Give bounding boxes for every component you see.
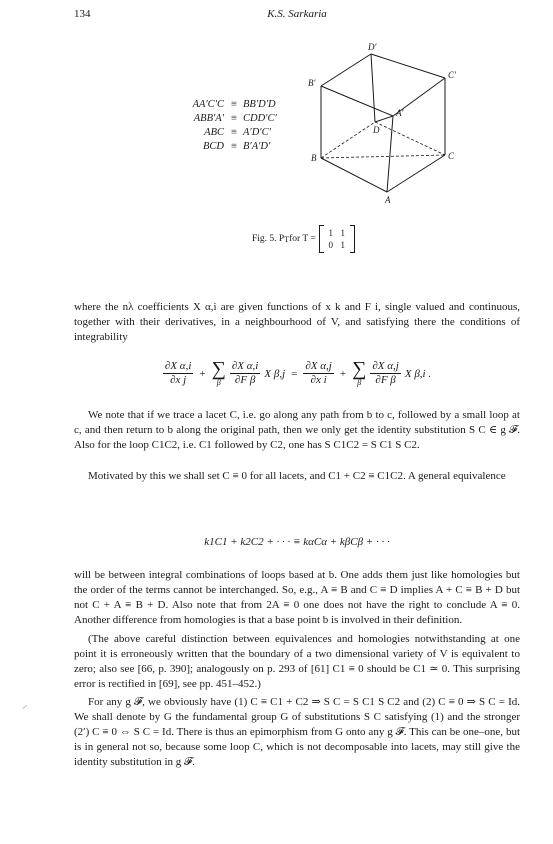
matrix-grid xyxy=(324,227,350,251)
caption-suffix: for T = xyxy=(289,234,316,244)
fraction-denominator: ∂F β xyxy=(375,374,396,386)
fraction-numerator: ∂X α,i xyxy=(164,360,192,372)
edge-ap-a xyxy=(387,116,393,192)
relation-lhs: ABB′A′ xyxy=(193,113,224,124)
vertex-label-b: B xyxy=(311,153,317,163)
fraction-numerator: ∂X α,j xyxy=(305,360,332,372)
equivalence-expression: k1C1 + k2C2 + · · · ≡ kαCα + kβCβ + · · · xyxy=(204,536,390,548)
relation-row xyxy=(172,140,292,154)
vertex-label-c: C xyxy=(448,151,455,161)
sum-index: β xyxy=(357,378,362,387)
equals-operator: = xyxy=(291,367,298,380)
summation xyxy=(352,360,366,387)
paragraph-motivation: Motivated by this we shall set C ≡ 0 for all lacets, and C1 + C2 ≡ C1C2. A general equivalence xyxy=(88,470,506,482)
matrix-cell: 1 xyxy=(340,240,345,250)
equivalence-symbol: ≡ xyxy=(231,141,237,152)
fraction xyxy=(230,360,261,387)
plus-operator: + xyxy=(199,367,206,380)
hidden-edge-b-c xyxy=(321,155,445,158)
equation-body xyxy=(163,360,431,387)
relation-rhs: BB′D′D xyxy=(243,99,276,110)
fraction xyxy=(163,360,194,387)
relation-lhs: AA′C′C xyxy=(192,99,224,110)
edge-c-a xyxy=(387,155,445,192)
paragraph-homologies: will be between integral combinations of loops based at b. One adds them just like homologies but the order of the terms cannot be interchanged. So, e.g., A ≡ B and C ≡ D implies A + C ≡ B + D but not C + A ≡ B + D. Also note that from 2A ≡ 0 one does not have the right to conclude A ≡ 0. Another difference from homologies is that a base point b is involved in their definition. xyxy=(74,569,520,626)
matrix-cell: 1 xyxy=(340,228,345,238)
sum-sign: ∑ xyxy=(352,358,367,380)
paragraph-integrability: where the nλ coefficients X α,i are given functions of x k and F i, single valued and continuous, together with their derivatives, in a neighbourhood of V, and satisfying there the conditions of integrability xyxy=(74,301,520,343)
fraction-numerator: ∂X α,j xyxy=(372,360,399,372)
edge-bp-dp xyxy=(321,54,371,86)
fraction-denominator: ∂x i xyxy=(310,374,327,386)
fraction xyxy=(370,360,401,387)
equivalence-symbol: ≡ xyxy=(231,127,237,138)
sum-index: β xyxy=(216,378,221,387)
vertex-label-c-prime: C′ xyxy=(448,70,456,80)
paragraph-erratum: (The above careful distinction between equivalences and homologies notwithstanding at one point it is erroneously written that the boundary of a two dimensional variety of V is equivalent to zero; also see [66, p. 390]; analogously on p. 293 of [61] C1 ≡ 0 should be C1 ≃ 0. This surprising error is rectified in [69], see pp. 451–452.) xyxy=(74,633,520,690)
matrix-right-bracket xyxy=(350,225,355,253)
vertex-label-a: A xyxy=(385,195,391,205)
edge-bp-ap xyxy=(321,86,393,116)
fraction-numerator: ∂X α,i xyxy=(231,360,259,372)
vertex-label-b-prime: B′ xyxy=(308,78,316,88)
relation-row xyxy=(172,112,292,126)
edge-dp-cp xyxy=(371,54,445,78)
cube-diagram xyxy=(305,40,465,212)
equation-factor: X β,j xyxy=(264,367,286,380)
edge-dp-d xyxy=(371,54,375,122)
edge-a-b xyxy=(321,158,387,192)
paragraph-fundamental-group: For any g 𝓕, we obviously have (1) C ≡ C1 + C2 ⇒ S C = S C1 S C2 and (2) C ≡ 0 ⇒ S C = Id. We shall denote by G the fundamental group G of substitutions S C satisfying (1) and the stronger (2′) C ≡ 0 ⇔ S C = Id. There is thus an epimorphism from G onto any g 𝓕. This can be one–one, but is in general not so, because some loop C, which is not decomposable into lacets, may still give the identity substitution in g 𝓕. xyxy=(74,696,520,768)
margin-mark: ⸝ xyxy=(22,700,27,711)
fraction-denominator: ∂x j xyxy=(170,374,187,386)
relation-row xyxy=(172,126,292,140)
vertex-label-d-prime: D′ xyxy=(368,42,377,52)
page-header xyxy=(74,8,520,24)
hidden-edge-b-d xyxy=(321,122,375,158)
caption-text: Fig. 5. P xyxy=(252,234,285,244)
relation-rhs: A′D′C′ xyxy=(243,127,271,138)
summation xyxy=(212,360,226,387)
page-number: 134 xyxy=(74,8,91,20)
paragraph-lacet: We note that if we trace a lacet C, i.e. go along any path from b to c, followed by a small loop at c, and then return to b along the original path, then we only get the identity substitution S C ∈ g 𝓕. Also for the loop C1C2, i.e. C1 followed by C2, one has S C1C2 = S C1 S C2. xyxy=(74,409,520,451)
matrix-cell: 1 xyxy=(328,228,333,238)
sum-sign: ∑ xyxy=(211,358,226,380)
caption-matrix xyxy=(319,225,355,253)
relation-rhs: B′A′D′ xyxy=(243,141,271,152)
vertex-label-a-prime: A′ xyxy=(396,108,404,118)
equivalence-equation xyxy=(74,530,520,554)
relation-rhs: CDD′C′ xyxy=(243,113,277,124)
equation-factor: X β,i . xyxy=(404,367,432,380)
running-head: K.S. Sarkaria xyxy=(267,8,327,20)
edge-d-ap xyxy=(375,116,393,122)
equivalence-symbol: ≡ xyxy=(231,113,237,124)
figure-caption xyxy=(252,224,355,254)
matrix-cell: 0 xyxy=(328,240,333,250)
cube-figure xyxy=(305,40,465,212)
fraction xyxy=(303,360,334,387)
fraction-denominator: ∂F β xyxy=(234,374,256,386)
relation-lhs: BCD xyxy=(203,141,224,152)
vertex-label-d: D xyxy=(373,125,380,135)
integrability-equation xyxy=(74,360,520,387)
hidden-edge-d-c xyxy=(375,122,445,155)
relation-lhs: ABC xyxy=(204,127,224,138)
relation-row xyxy=(172,98,292,112)
equivalence-symbol: ≡ xyxy=(231,99,237,110)
plus-operator: + xyxy=(339,367,347,380)
relation-list xyxy=(172,98,292,154)
caption-subscript: T xyxy=(284,234,290,244)
